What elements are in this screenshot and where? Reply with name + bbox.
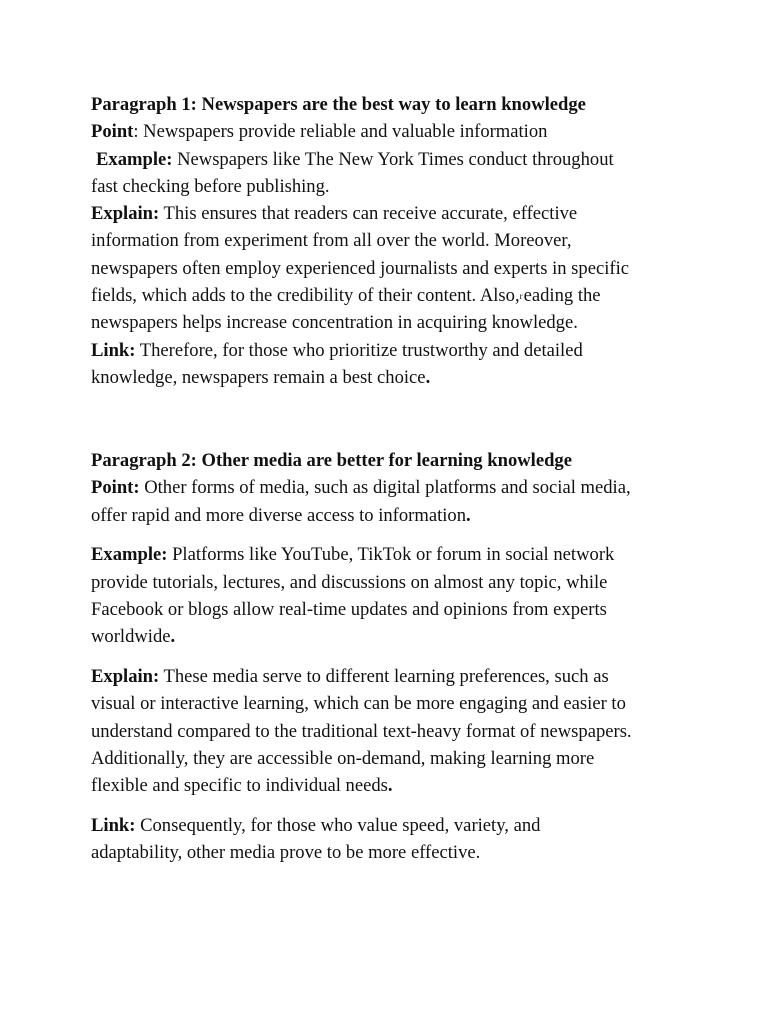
paragraph-2-explain-line-1 [91,663,691,690]
paragraph-2-heading-label: Paragraph 2: [91,450,197,471]
explain-text: These media serve to different learning preferences, such as [159,666,609,688]
paragraph-1-example-line-2: fast checking before publishing. [91,175,330,197]
paragraph-2-point-line-1 [91,474,691,501]
paragraph-2-example-line-1 [91,541,691,568]
link-end-period: . [425,366,431,388]
explain-label: Explain: [91,666,160,688]
paragraph-1-explain-line-2: information from experiment from all over the world. Moreover, [91,230,572,252]
point-label: Point: [91,477,140,499]
paragraph-spacer [91,800,691,813]
explain-text: flexible and specific to individual needs [91,775,388,797]
paragraph-2-point-line-2 [91,502,691,529]
paragraph-2-explain-line-3: understand compared to the traditional text-heavy format of newspapers. [91,720,632,742]
explain-text: This ensures that readers can receive accurate, effective [159,203,578,225]
point-text: : Newspapers provide reliable and valuable information [133,121,548,143]
paragraph-spacer [91,529,691,542]
paragraph-1-explain-line-4 [91,282,691,309]
paragraph-1-explain-line-5: newspapers helps increase concentration in acquiring knowledge. [91,312,578,334]
paragraph-2-example-line-4 [91,623,691,650]
explain-text-part: fields, which adds to the credibility of their content. Also, [91,285,520,307]
paragraph-1-point-line [91,118,691,145]
paragraph-1-section [91,91,691,391]
point-text: offer rapid and more diverse access to information [91,504,467,526]
point-end-period: . [466,504,471,526]
paragraph-1-heading-title: Newspapers are the best way to learn knowledge [196,94,586,115]
point-text: Other forms of media, such as digital platforms and social media, [139,477,631,499]
paragraph-1-explain-line-3: newspapers often employ experienced journalists and experts in specific [91,257,630,279]
paragraph-1-link-line-1 [91,337,691,364]
paragraph-1-explain-line-1 [91,200,691,227]
paragraph-2-heading [91,447,691,474]
paragraph-2-explain-line-5 [91,772,691,799]
paragraph-2-link-line-2: adaptability, other media prove to be more effective. [91,842,481,864]
paragraph-2-example-line-3: Facebook or blogs allow real-time updates and opinions from experts [91,598,607,620]
paragraph-spacer [91,651,691,664]
example-label: Example: [96,148,173,170]
example-label: Example: [91,544,168,566]
example-text: Platforms like YouTube, TikTok or forum in social network [167,544,615,566]
paragraph-2-section [91,447,691,867]
explain-small-letter: r [519,291,523,302]
explain-text-part: eading the [523,285,601,307]
paragraph-1-heading-label: Paragraph 1: [91,94,197,115]
point-label: Point [91,121,134,143]
paragraph-2-example-line-2: provide tutorials, lectures, and discussions on almost any topic, while [91,571,608,593]
explain-label: Explain: [91,203,160,225]
example-end-period: . [170,626,176,648]
link-text: knowledge, newspapers remain a best choice [91,366,426,388]
link-label: Link: [91,815,136,837]
paragraph-1-heading [91,91,691,118]
paragraph-2-explain-line-2: visual or interactive learning, which can be more engaging and easier to [91,693,626,715]
paragraph-1-link-line-2 [91,364,691,391]
explain-end-period: . [387,775,393,797]
paragraph-2-heading-title: Other media are better for learning knowledge [196,450,572,471]
link-label: Link: [91,339,136,361]
example-text: Newspapers like The New York Times conduct throughout [172,148,614,170]
paragraph-1-example-line-1 [91,146,691,173]
example-text: worldwide [91,626,171,648]
link-text: Therefore, for those who prioritize trustworthy and detailed [135,339,583,361]
paragraph-2-link-line-1 [91,812,691,839]
link-text: Consequently, for those who value speed, variety, and [135,815,541,837]
paragraph-2-explain-line-4: Additionally, they are accessible on-demand, making learning more [91,747,595,769]
